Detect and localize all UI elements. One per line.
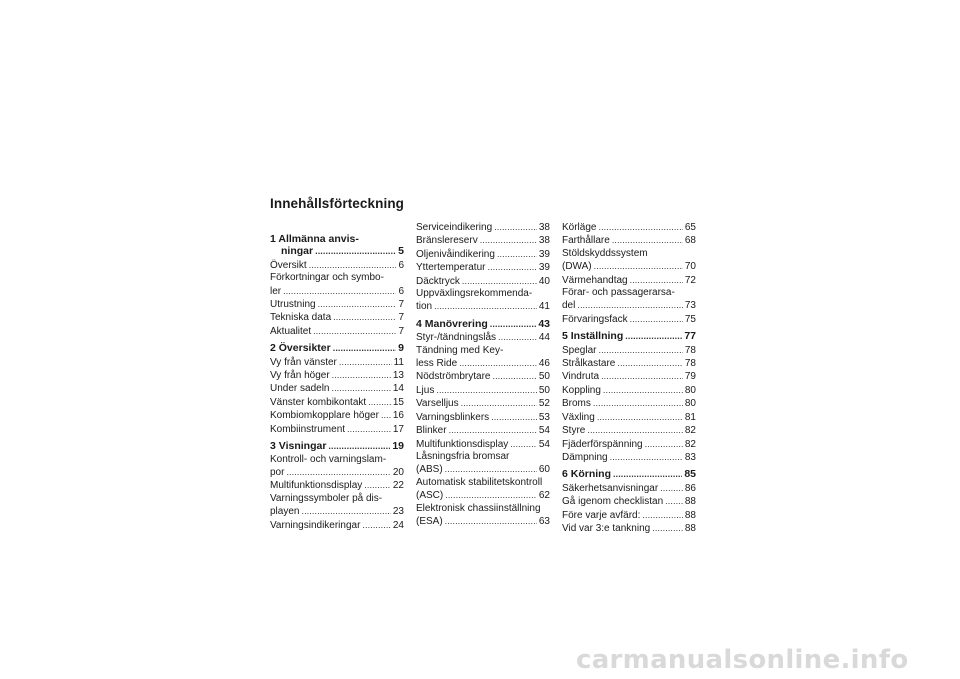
toc-page-number: 52 xyxy=(538,398,550,410)
toc-entry[interactable] xyxy=(416,370,550,383)
dot-leader xyxy=(362,519,390,531)
toc-entry[interactable] xyxy=(270,272,404,298)
toc-page-number: 7 xyxy=(398,312,404,324)
dot-leader xyxy=(494,221,537,233)
toc-entry-title: Vänster kombikontakt xyxy=(270,396,367,408)
dot-leader xyxy=(601,370,683,382)
toc-page-number: 19 xyxy=(392,440,404,453)
toc-entry-title: ler xyxy=(270,285,282,297)
toc-entry[interactable] xyxy=(270,396,404,409)
dot-leader xyxy=(660,482,683,494)
toc-page-number: 13 xyxy=(392,370,404,382)
toc-entry[interactable] xyxy=(562,397,696,410)
toc-entry-text-line: Förkortningar och symbo- xyxy=(270,272,384,284)
toc-entry-title: Bränslereserv xyxy=(416,235,478,247)
toc-page-number: 22 xyxy=(392,480,404,492)
toc-entry[interactable] xyxy=(416,331,550,344)
toc-page-number: 17 xyxy=(392,423,404,435)
toc-entry-title: Kombiomkopplare höger xyxy=(270,410,379,422)
toc-page-number: 75 xyxy=(684,313,696,325)
toc-entry[interactable] xyxy=(416,234,550,247)
toc-entry[interactable] xyxy=(562,384,696,397)
dot-leader xyxy=(436,384,537,396)
toc-page-number: 73 xyxy=(684,300,696,312)
toc-page-number: 20 xyxy=(392,466,404,478)
toc-entry-title: Styr-/tändningslås xyxy=(416,332,497,344)
toc-entry-title: Aktualitet xyxy=(270,325,312,337)
toc-entry-title: Strålkastare xyxy=(562,358,616,370)
toc-entry-title: Fjäderförspänning xyxy=(562,438,643,450)
dot-leader xyxy=(313,325,396,337)
toc-entry[interactable] xyxy=(416,288,550,314)
dot-leader xyxy=(645,438,683,450)
dot-leader xyxy=(368,396,391,408)
toc-entry[interactable] xyxy=(416,275,550,288)
toc-entry-title: Multifunktionsdisplay xyxy=(270,480,363,492)
toc-entry[interactable] xyxy=(562,438,696,451)
toc-entry[interactable] xyxy=(562,424,696,437)
toc-entry-title: Varningsblinkers xyxy=(416,411,490,423)
dot-leader xyxy=(332,369,391,381)
dot-leader xyxy=(328,440,390,452)
toc-page-number: 68 xyxy=(684,235,696,247)
toc-entry-title: Värmehandtag xyxy=(562,274,628,286)
toc-page-number: 50 xyxy=(538,384,550,396)
toc-entry[interactable] xyxy=(416,424,550,437)
dot-leader xyxy=(665,495,683,507)
toc-page-number: 82 xyxy=(684,438,696,450)
toc-entry[interactable] xyxy=(416,248,550,261)
toc-page-number: 81 xyxy=(684,411,696,423)
toc-entry[interactable] xyxy=(416,451,550,477)
toc-page-number: 23 xyxy=(392,506,404,518)
toc-entry[interactable] xyxy=(416,477,550,503)
toc-entry[interactable] xyxy=(562,451,696,464)
toc-entry[interactable] xyxy=(270,311,404,324)
dot-leader xyxy=(598,344,682,356)
toc-page-number: 77 xyxy=(684,330,696,343)
toc-page-number: 7 xyxy=(398,299,404,311)
toc-page-number: 53 xyxy=(538,411,550,423)
toc-entry[interactable] xyxy=(562,411,696,424)
toc-page-number: 65 xyxy=(684,222,696,233)
toc-page-number: 54 xyxy=(538,425,550,437)
toc-page-number: 62 xyxy=(538,490,550,502)
dot-leader xyxy=(318,298,397,310)
toc-page-number: 39 xyxy=(538,248,550,260)
toc-page-number: 88 xyxy=(684,522,696,534)
toc-entry-title: Kombiinstrument xyxy=(270,423,346,435)
toc-entry-text-line: Förar- och passagerarsa- xyxy=(562,287,675,299)
toc-entry[interactable] xyxy=(270,382,404,395)
toc-page-number: 80 xyxy=(684,384,696,396)
toc-entry-text-line: 1 Allmänna anvis- xyxy=(270,233,359,245)
toc-page-number: 50 xyxy=(538,371,550,383)
toc-page-number: 78 xyxy=(684,344,696,356)
toc-entry[interactable] xyxy=(270,423,404,436)
toc-entry[interactable] xyxy=(270,325,404,338)
toc-entry-title: Dämpning xyxy=(562,451,608,463)
dot-leader xyxy=(625,330,682,342)
toc-entry-title: Multifunktionsdisplay xyxy=(416,438,509,450)
toc-entry-text-line: Elektronisk chassiinställning xyxy=(416,502,541,514)
toc-page-number: 14 xyxy=(392,383,404,395)
toc-entry-title: Blinker xyxy=(416,425,447,437)
dot-leader xyxy=(594,260,683,272)
toc-entry-title: Förvaringsfack xyxy=(562,313,628,325)
toc-entry-title: Under sadeln xyxy=(270,383,330,395)
toc-entry-title: (ASC) xyxy=(416,490,444,502)
dot-leader xyxy=(497,248,537,260)
toc-entry-title: ningar xyxy=(281,245,314,258)
toc-entry-title: 4 Manövrering xyxy=(416,317,488,330)
toc-entry[interactable] xyxy=(416,345,550,371)
toc-page-number: 88 xyxy=(684,509,696,521)
dot-leader xyxy=(492,370,536,382)
toc-page-number: 72 xyxy=(684,274,696,286)
watermark: carmanualsonline.info xyxy=(576,645,909,675)
dot-leader xyxy=(347,423,391,435)
toc-entry-title: Oljenivåindikering xyxy=(416,248,495,260)
toc-page-number: 16 xyxy=(392,410,404,422)
dot-leader xyxy=(593,397,683,409)
toc-page-number: 63 xyxy=(538,515,550,527)
toc-page-number: 82 xyxy=(684,425,696,437)
toc-entry-title: tion xyxy=(416,301,433,313)
toc-entry[interactable] xyxy=(270,454,404,480)
dot-leader xyxy=(630,313,683,325)
toc-entry-title: Yttertemperatur xyxy=(416,262,486,274)
toc-page-number: 41 xyxy=(538,301,550,313)
toc-entry[interactable] xyxy=(562,357,696,370)
toc-page-number: 38 xyxy=(538,222,550,233)
toc-entry-title: Speglar xyxy=(562,344,597,356)
toc-entry-title: (ESA) xyxy=(416,515,443,527)
dot-leader xyxy=(480,234,537,246)
toc-entry-text-line: Låsningsfria bromsar xyxy=(416,450,510,462)
toc-entry-title: Före varje avfärd: xyxy=(562,509,641,521)
toc-entry[interactable] xyxy=(270,409,404,422)
toc-entry-title: Nödströmbrytare xyxy=(416,371,491,383)
toc-page-number: 54 xyxy=(538,438,550,450)
toc-page-number: 78 xyxy=(684,358,696,370)
toc-entry[interactable] xyxy=(562,509,696,522)
toc-entry[interactable] xyxy=(416,438,550,451)
toc-page-number: 38 xyxy=(538,235,550,247)
dot-leader xyxy=(461,397,537,409)
toc-chapter-heading[interactable] xyxy=(270,440,404,452)
toc-page-number: 5 xyxy=(398,245,404,258)
toc-entry-title: por xyxy=(270,466,285,478)
toc-page-number: 70 xyxy=(684,261,696,273)
toc-entry[interactable] xyxy=(270,356,404,369)
toc-entry[interactable] xyxy=(416,221,550,234)
toc-entry[interactable] xyxy=(562,221,696,234)
toc-entry-title: Säkerhetsanvisningar xyxy=(562,482,659,494)
toc-entry-text-line: Tändning med Key- xyxy=(416,344,504,356)
toc-entry[interactable] xyxy=(562,370,696,383)
toc-page-number: 44 xyxy=(538,332,550,344)
toc-entry-text-line: Varningssymboler på dis- xyxy=(270,492,383,504)
toc-entry[interactable] xyxy=(416,397,550,410)
toc-entry-title: Broms xyxy=(562,398,591,410)
dot-leader xyxy=(331,382,390,394)
dot-leader xyxy=(617,357,683,369)
toc-page-number: 40 xyxy=(538,275,550,287)
toc-chapter-heading[interactable] xyxy=(562,330,696,342)
dot-leader xyxy=(309,259,397,271)
dot-leader xyxy=(613,468,682,480)
dot-leader xyxy=(498,331,537,343)
toc-entry-title: less Ride xyxy=(416,358,458,370)
dot-leader xyxy=(434,300,537,312)
toc-entry-text-line: Stöldskyddssystem xyxy=(562,247,648,259)
toc-entry-title: Däcktryck xyxy=(416,275,460,287)
dot-leader xyxy=(333,342,396,354)
toc-entry-title: 6 Körning xyxy=(562,468,611,481)
toc-page-number: 88 xyxy=(684,496,696,508)
toc-page-number: 6 xyxy=(398,259,404,271)
toc-page-number: 24 xyxy=(392,519,404,531)
dot-leader xyxy=(491,411,537,423)
dot-leader xyxy=(610,451,683,463)
toc-entry[interactable] xyxy=(416,261,550,274)
dot-leader xyxy=(462,275,537,287)
toc-entry[interactable] xyxy=(562,482,696,495)
toc-page-number: 86 xyxy=(684,482,696,494)
toc-column-1 xyxy=(270,233,404,532)
toc-entry-title: Ljus xyxy=(416,384,435,396)
dot-leader xyxy=(603,384,683,396)
dot-leader xyxy=(642,509,683,521)
toc-entry-title: Styre xyxy=(562,425,586,437)
toc-entry-title: Tekniska data xyxy=(270,312,332,324)
toc-entry[interactable] xyxy=(562,522,696,535)
dot-leader xyxy=(510,438,537,450)
toc-entry-title: Översikt xyxy=(270,259,307,271)
toc-entry[interactable] xyxy=(562,287,696,313)
dot-leader xyxy=(652,522,683,534)
dot-leader xyxy=(487,261,536,273)
page-title: Innehållsförteckning xyxy=(270,196,405,211)
dot-leader xyxy=(381,409,391,421)
dot-leader xyxy=(630,274,683,286)
toc-column-2 xyxy=(416,221,550,528)
toc-page-number: 46 xyxy=(538,358,550,370)
toc-entry[interactable] xyxy=(562,495,696,508)
toc-entry[interactable] xyxy=(562,344,696,357)
dot-leader xyxy=(315,245,396,257)
dot-leader xyxy=(490,318,537,330)
dot-leader xyxy=(445,489,537,501)
toc-entry[interactable] xyxy=(270,259,404,272)
toc-entry-title: Varselljus xyxy=(416,398,459,410)
dot-leader xyxy=(445,463,537,475)
toc-page-number: 85 xyxy=(684,468,696,481)
toc-entry-title: Koppling xyxy=(562,384,601,396)
toc-page-number: 80 xyxy=(684,398,696,410)
toc-entry-title: Serviceindikering xyxy=(416,222,493,233)
dot-leader xyxy=(459,357,537,369)
toc-entry[interactable] xyxy=(562,248,696,274)
toc-entry-title: Gå igenom checklistan xyxy=(562,496,664,508)
toc-entry-title: (DWA) xyxy=(562,261,592,273)
toc-entry[interactable] xyxy=(416,384,550,397)
toc-entry[interactable] xyxy=(416,411,550,424)
toc-entry-title: 3 Visningar xyxy=(270,440,327,453)
dot-leader xyxy=(339,356,392,368)
toc-entry-text-line: Uppväxlingsrekommenda- xyxy=(416,288,533,300)
toc-column-3 xyxy=(562,221,696,535)
dot-leader xyxy=(449,424,537,436)
toc-entry-title: del xyxy=(562,300,576,312)
toc-entry-title: Körläge xyxy=(562,222,597,233)
toc-entry[interactable] xyxy=(270,479,404,492)
toc-entry[interactable] xyxy=(270,298,404,311)
dot-leader xyxy=(577,299,683,311)
toc-entry[interactable] xyxy=(270,493,404,519)
toc-chapter-heading[interactable] xyxy=(416,318,550,330)
toc-page-number: 7 xyxy=(398,325,404,337)
toc-entry[interactable] xyxy=(562,234,696,247)
toc-entry-title: (ABS) xyxy=(416,464,443,476)
dot-leader xyxy=(286,466,390,478)
toc-entry-title: Vy från höger xyxy=(270,370,330,382)
toc-page-number: 43 xyxy=(538,317,550,330)
toc-page-number: 11 xyxy=(393,356,404,368)
dot-leader xyxy=(597,411,683,423)
toc-entry-title: 2 Översikter xyxy=(270,342,331,355)
toc-entry[interactable] xyxy=(270,369,404,382)
dot-leader xyxy=(445,515,537,527)
dot-leader xyxy=(283,285,396,297)
toc-entry-text-line: Automatisk stabilitetskontroll xyxy=(416,476,543,488)
toc-chapter-heading[interactable] xyxy=(270,342,404,354)
toc-entry[interactable] xyxy=(270,519,404,532)
toc-chapter-heading[interactable] xyxy=(562,468,696,480)
toc-page-number: 15 xyxy=(392,396,404,408)
toc-entry-title: Växling xyxy=(562,411,595,423)
dot-leader xyxy=(301,505,390,517)
toc-page-number: 39 xyxy=(538,262,550,274)
toc-page-number: 60 xyxy=(538,464,550,476)
toc-entry-title: Farthållare xyxy=(562,235,610,247)
toc-entry[interactable] xyxy=(562,313,696,326)
dot-leader xyxy=(612,234,683,246)
toc-entry-title: playen xyxy=(270,506,300,518)
toc-entry-title: Varningsindikeringar xyxy=(270,519,361,531)
toc-entry[interactable] xyxy=(416,503,550,529)
toc-entry-title: Vid var 3:e tankning xyxy=(562,522,651,534)
toc-page-number: 9 xyxy=(398,342,404,355)
toc-entry-title: 5 Inställning xyxy=(562,330,624,343)
dot-leader xyxy=(364,479,391,491)
toc-entry-text-line: Kontroll- och varningslam- xyxy=(270,453,387,465)
dot-leader xyxy=(598,221,682,233)
toc-chapter-heading[interactable] xyxy=(270,233,404,258)
dot-leader xyxy=(333,311,396,323)
toc-entry-title: Utrustning xyxy=(270,299,316,311)
dot-leader xyxy=(587,424,683,436)
toc-page-number: 6 xyxy=(398,285,404,297)
toc-page-number: 79 xyxy=(684,371,696,383)
toc-entry-title: Vindruta xyxy=(562,371,600,383)
toc-entry-title: Vy från vänster xyxy=(270,356,337,368)
toc-page-number: 83 xyxy=(684,451,696,463)
toc-entry[interactable] xyxy=(562,274,696,287)
